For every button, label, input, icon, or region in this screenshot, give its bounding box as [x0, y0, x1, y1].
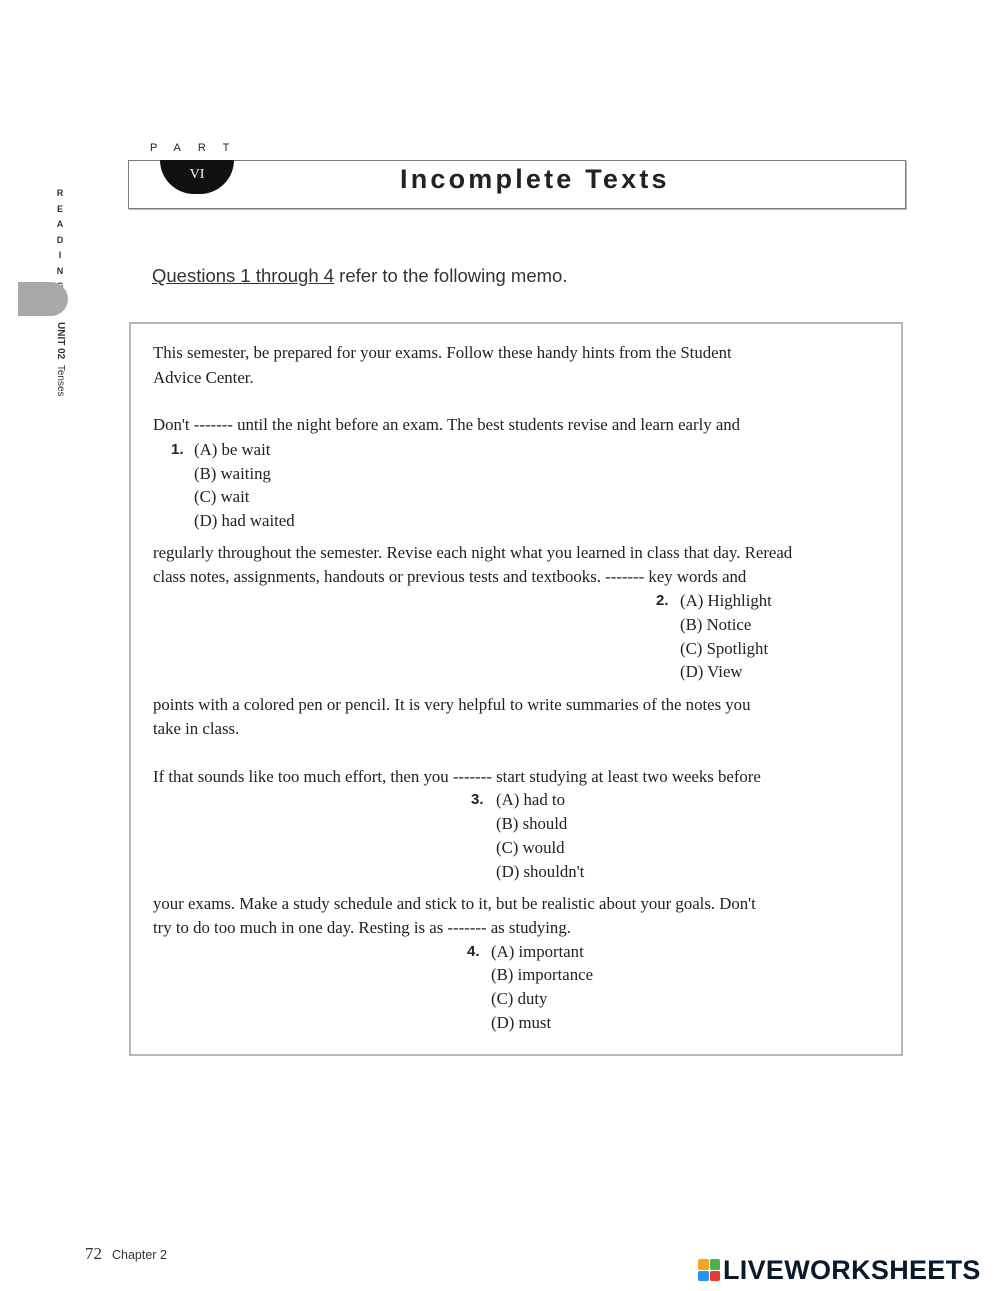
answer-option[interactable]: (B) importance	[491, 965, 594, 984]
side-letter: E	[56, 203, 63, 214]
answer-option[interactable]: (A) Highlight	[680, 591, 772, 610]
questions-range-link: Questions 1 through 4	[152, 265, 335, 286]
side-letter: A	[56, 219, 64, 229]
memo-line: try to do too much in one day. Resting is as ------- as studying.	[153, 918, 571, 937]
side-unit-label	[50, 322, 70, 402]
answer-option[interactable]: (A) be wait	[194, 440, 271, 459]
question-number: 2.	[656, 592, 669, 609]
side-letter: D	[56, 234, 64, 245]
answer-option[interactable]: (C) wait	[194, 487, 250, 506]
answer-option[interactable]: (D) had waited	[194, 511, 295, 530]
answer-option[interactable]: (A) important	[491, 942, 584, 961]
memo-line: regularly throughout the semester. Revise each night what you learned in class that day. Reread	[153, 543, 793, 562]
answer-option[interactable]: (D) View	[680, 662, 743, 681]
answer-option[interactable]: (D) must	[491, 1013, 552, 1032]
liveworksheets-logo-icon	[698, 1259, 720, 1281]
page-title: Incomplete Texts	[400, 164, 670, 194]
question-number: 3.	[471, 791, 484, 808]
part-label: PART	[150, 142, 247, 154]
memo-line: your exams. Make a study schedule and stick to it, but be realistic about your goals. Don't	[153, 894, 756, 913]
unit-topic: Tenses	[55, 364, 66, 397]
side-letter: N	[56, 265, 64, 276]
memo-line: If that sounds like too much effort, then you ------- start studying at least two weeks before	[153, 767, 761, 786]
answer-option[interactable]: (C) duty	[491, 989, 548, 1008]
question-number: 1.	[171, 441, 184, 458]
liveworksheets-brand[interactable]	[698, 1256, 981, 1284]
answer-option[interactable]: (A) had to	[496, 790, 565, 809]
logo-square	[698, 1271, 709, 1282]
instructions	[152, 265, 567, 287]
answer-option[interactable]: (B) waiting	[194, 464, 271, 483]
memo-line: Advice Center.	[153, 368, 254, 387]
unit-number: UNIT 02	[55, 322, 66, 360]
memo-line: class notes, assignments, handouts or previous tests and textbooks. ------- key words and	[153, 567, 747, 586]
logo-square	[710, 1271, 721, 1282]
logo-square	[698, 1259, 709, 1270]
memo-line: This semester, be prepared for your exams. Follow these handy hints from the Student	[153, 343, 732, 362]
page-number: 72	[85, 1244, 102, 1263]
memo-line: take in class.	[153, 719, 240, 738]
side-letter: I	[58, 250, 62, 260]
question-number: 4.	[467, 943, 480, 960]
side-letter: R	[56, 188, 64, 198]
answer-option[interactable]: (C) Spotlight	[680, 639, 769, 658]
answer-option[interactable]: (C) would	[496, 838, 565, 857]
brand-name: LIVEWORKSHEETS	[723, 1254, 981, 1285]
answer-option[interactable]: (D) shouldn't	[496, 862, 585, 881]
memo-line: Don't ------- until the night before an exam. The best students revise and learn early and	[153, 415, 741, 434]
answer-option[interactable]: (B) should	[496, 814, 568, 833]
side-section-label	[52, 186, 68, 295]
part-number-badge: VI	[160, 160, 234, 194]
logo-square	[710, 1259, 721, 1270]
chapter-label: Chapter 2	[112, 1248, 167, 1262]
memo-line: points with a colored pen or pencil. It is very helpful to write summaries of the notes you	[153, 695, 751, 714]
side-tab-marker	[18, 282, 68, 316]
instructions-text: refer to the following memo.	[334, 265, 568, 286]
answer-option[interactable]: (B) Notice	[680, 615, 752, 634]
